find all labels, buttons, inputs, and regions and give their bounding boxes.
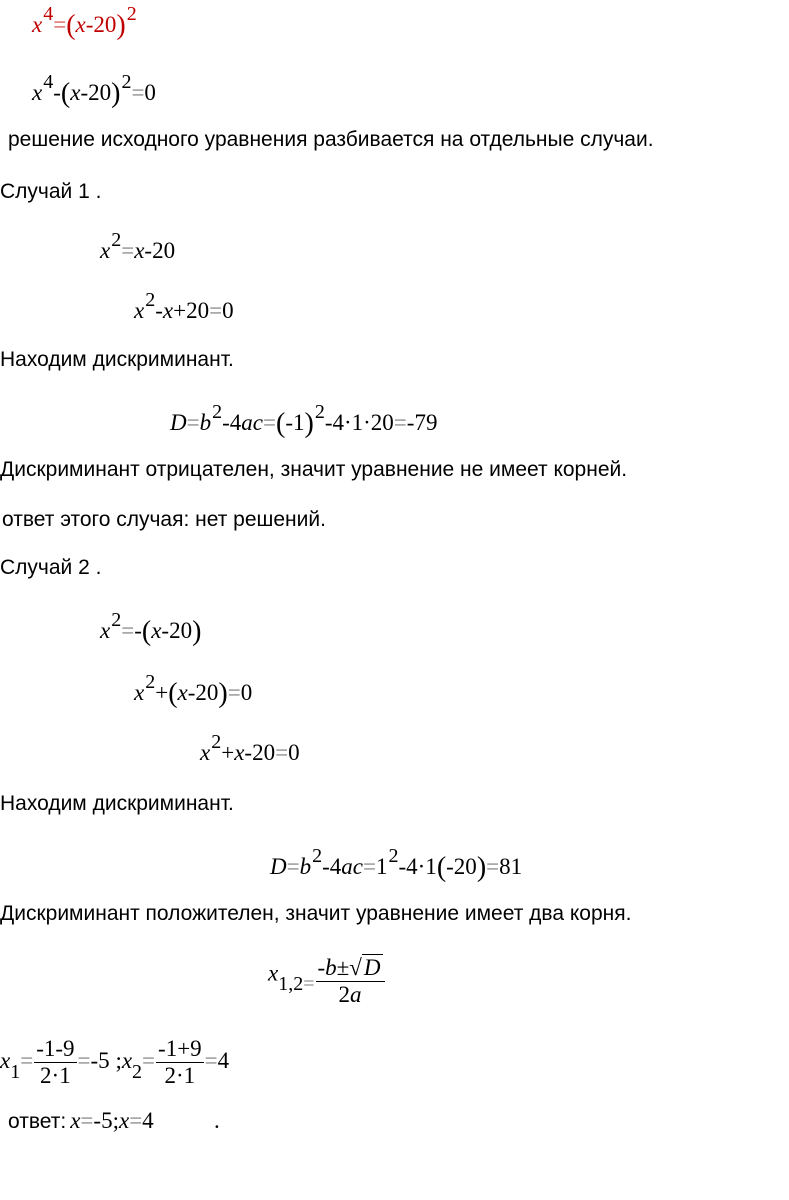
equals-sign: = [131,80,145,105]
var-x: x [75,12,86,37]
term: -4·1·20 [324,410,394,435]
exponent: 2 [212,401,223,423]
var-b: b [299,854,312,879]
term: -20 [244,740,276,765]
term: -20 [161,618,193,643]
exponent: 4 [43,3,54,25]
equals-sign: = [80,1108,94,1133]
equals-sign: = [303,973,315,996]
equals-sign: = [227,680,241,705]
subscript: 1,2 [278,973,304,996]
var-x: x [151,618,162,643]
term: -1 [285,410,305,435]
var-x: x [134,238,145,263]
var-d: D [270,854,287,879]
case-1-equation-a [100,229,176,264]
exponent: 2 [126,3,137,25]
result: -79 [406,410,438,435]
plus-minus: ± [336,955,350,980]
minus: - [53,80,61,105]
equals-sign: = [186,410,200,435]
paren-close: ) [116,10,126,41]
term: 1 [375,854,388,879]
var-x: x [177,680,188,705]
paren-close: ) [304,408,314,439]
case-2-discriminant [270,845,523,883]
paren-open: ( [436,852,447,883]
case-1-answer: ответ этого случая: нет решений. [2,508,326,531]
sqrt-icon: √ [349,955,362,980]
minus: - [134,618,142,643]
var-x: x [100,238,111,263]
exponent: 2 [145,289,156,311]
var-x: x [268,960,279,986]
answer-value-2: 4 [142,1108,154,1133]
exponent: 4 [43,71,54,93]
case-1-discriminant-label: Находим дискриминант. [0,348,234,371]
paren-close: ) [192,616,202,647]
paren-close: ) [476,852,487,883]
paren-close: ) [111,78,121,109]
term: +20 [173,298,210,323]
term: -20 [144,238,176,263]
equals-sign: = [209,298,223,323]
equation-2 [32,71,156,109]
answer-expression [70,1108,153,1133]
var-b: b [199,410,212,435]
term: -b [317,955,337,980]
var-ac: ac [341,854,363,879]
case-2-title: Случай 2 . [0,556,102,579]
equals-sign: = [275,740,289,765]
roots-line [0,1036,229,1089]
exponent: 2 [388,845,399,867]
separator: ; [112,1108,119,1133]
case-2-discriminant-label: Находим дискриминант. [0,792,234,815]
numerator: -1-9 [36,1036,75,1061]
var-x: x [162,298,174,323]
zero: 0 [222,298,234,323]
term: -20 [187,680,219,705]
equals-sign: = [121,618,135,643]
answer-label: ответ: [8,1110,67,1133]
trailing-period: . [214,1108,220,1133]
denominator [337,982,364,1008]
equals-sign: = [20,1047,34,1073]
var-x: x [0,1047,11,1073]
equals-sign: = [363,854,376,879]
denominator: 2·1 [40,1063,71,1088]
var-x: x [70,80,81,105]
case-1-conclusion: Дискриминант отрицателен, значит уравнение не имеет корней. [0,458,628,481]
minus: - [155,298,163,323]
var-x: x [118,1108,130,1133]
result: 81 [499,854,523,879]
numerator [316,954,385,981]
zero: 0 [240,680,253,705]
var-x: x [32,12,43,37]
plus: + [221,740,235,765]
equals-sign: = [129,1108,143,1133]
var-x: x [234,740,245,765]
exponent: 2 [314,401,325,423]
var-x: x [32,80,43,105]
var-x: x [70,1108,81,1133]
numerator: -1+9 [158,1036,202,1061]
exponent: 2 [121,71,132,93]
term: -4 [222,410,242,435]
quadratic-formula [268,948,386,1007]
exponent: 2 [111,229,122,251]
final-answer [8,1108,154,1134]
exponent: 2 [145,671,156,693]
equals-sign: = [204,1047,218,1073]
subscript: 1 [10,1060,21,1083]
var-x: x [200,740,211,765]
equals-sign: = [77,1047,91,1073]
zero: 0 [144,80,156,105]
equals-sign: = [286,854,300,879]
case-1-equation-b [134,289,234,324]
exponent: 2 [211,731,222,753]
subscript: 2 [132,1060,143,1083]
exponent: 2 [312,845,323,867]
paren-open: ( [60,78,71,109]
zero: 0 [288,740,300,765]
equals-sign: = [142,1047,156,1073]
denominator: 2·1 [164,1063,196,1088]
intro-text: решение исходного уравнения разбивается на отдельные случаи. [8,128,654,151]
case-2-equation-b [134,671,253,709]
answer-value-1: -5 [93,1108,113,1133]
paren-open: ( [141,616,152,647]
plus: + [155,680,169,705]
var-x: x [134,680,145,705]
term: -20 [446,854,477,879]
equals-sign: = [263,410,276,435]
case-2-equation-c [200,731,300,766]
equals-sign: = [121,238,135,263]
var-x: x [121,1047,133,1073]
equals-sign: = [393,410,407,435]
paren-close: ) [218,678,228,709]
case-2-conclusion: Дискриминант положителен, значит уравнение имеет два корня. [0,902,632,925]
sqrt-argument: D [363,955,381,980]
separator: ; [115,1047,122,1073]
root-1-value: -5 [90,1047,110,1073]
root-1-fraction [34,1036,76,1089]
equals-sign: = [486,854,500,879]
exponent: 2 [111,609,122,631]
var-x: x [100,618,111,643]
var-x: x [134,298,145,323]
root-2-value: 4 [217,1047,230,1073]
term: -20 [80,80,112,105]
case-2-equation-a [100,609,202,647]
case-1-title: Случай 1 . [0,180,102,203]
var-ac: ac [241,410,263,435]
paren-open: ( [66,10,76,41]
term: 2 [338,982,351,1007]
paren-open: ( [275,408,286,439]
term: -20 [85,12,117,37]
equals-sign: = [53,12,67,37]
root-2-fraction [156,1036,204,1089]
case-1-discriminant [170,401,438,439]
formula-fraction [316,954,385,1008]
equation-1 [32,3,137,41]
var-d: D [170,410,187,435]
term: -4 [322,854,342,879]
term: -4·1 [398,854,437,879]
var-a: a [350,982,362,1007]
paren-open: ( [168,678,178,709]
